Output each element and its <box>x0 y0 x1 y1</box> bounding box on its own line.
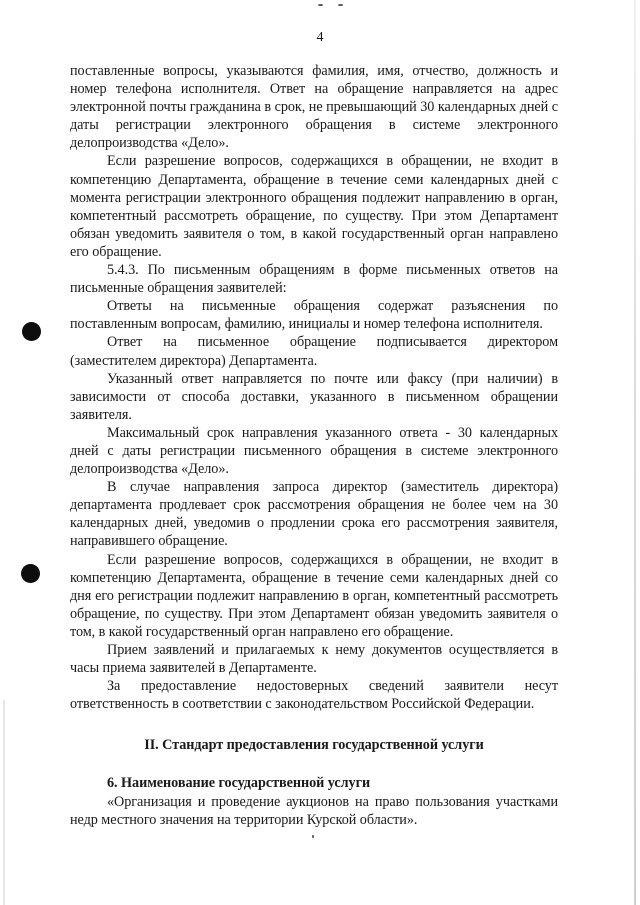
section-heading: II. Стандарт предоставления государственной услуги <box>144 737 484 754</box>
paragraph: Если разрешение вопросов, содержащихся в обращении, не входит в компетенцию Департамента, обращение в течение семи календарных дней со дня его регистрации подлежит направлению в орган, компетентный рассмотреть обращение, по существу. При этом Департамент обязан уведомить заявителя о том, в какой государственный орган направлено его обращение. <box>70 551 558 640</box>
paragraph: В случае направления запроса директор (заместитель директора) департамента продлевает срок рассмотрения обращения не более чем на 30 календарных дней, уведомив о продлении срока его рассмотрения заявителя, направившего обращение. <box>70 479 558 550</box>
scan-speck <box>312 835 314 838</box>
document-body <box>70 62 558 829</box>
paragraph: Ответы на письменные обращения содержат разъяснения по поставленным вопросам, фамилию, инициалы и номер телефона исполнителя. <box>70 298 558 333</box>
paragraph: Ответ на письменное обращение подписывается директором (заместителем директора) Департамента. <box>70 334 558 369</box>
subsection-heading: 6. Наименование государственной услуги <box>107 775 371 792</box>
scan-edge <box>3 700 5 905</box>
punch-hole <box>21 564 40 583</box>
punch-hole <box>22 322 41 341</box>
paragraph: Прием заявлений и прилагаемых к нему документов осуществляется в часы приема заявителей в Департаменте. <box>70 642 558 677</box>
paragraph: За предоставление недостоверных сведений заявители несут ответственность в соответствии с законодательством Российской Федерации. <box>70 678 558 713</box>
paragraph: 5.4.3. По письменным обращениям в форме письменных ответов на письменные обращения заявителей: <box>70 262 558 297</box>
scan-speck <box>338 4 343 6</box>
paragraph: Если разрешение вопросов, содержащихся в обращении, не входит в компетенцию Департамента, обращение в течение семи календарных дней с момента регистрации электронного обращения подлежит направлению в орган, компетентный рассмотреть обращение, по существу. При этом Департамент обязан уведомить заявителя о том, в какой государственный орган направлено его обращение. <box>70 153 558 260</box>
scan-speck <box>318 4 323 6</box>
service-name: «Организация и проведение аукционов на право пользования участками недр местного значения на территории Курской области». <box>70 793 558 828</box>
page-number: 4 <box>316 30 324 45</box>
paragraph: Максимальный срок направления указанного ответа - 30 календарных дней с даты регистрации письменного обращения в системе электронного делопроизводства «Дело». <box>70 424 558 478</box>
paragraph: Указанный ответ направляется по почте или факсу (при наличии) в зависимости от способа доставки, указанного в письменном обращении заявителя. <box>70 370 558 423</box>
paragraph: поставленные вопросы, указываются фамилия, имя, отчество, должность и номер телефона исполнителя. Ответ на обращение направляется на адрес электронной почты гражданина в срок, не превышающий 30 календарных дней с даты регистрации электронного обращения в системе электронного делопроизводства «Дело». <box>70 63 558 152</box>
scan-edge <box>634 0 636 905</box>
